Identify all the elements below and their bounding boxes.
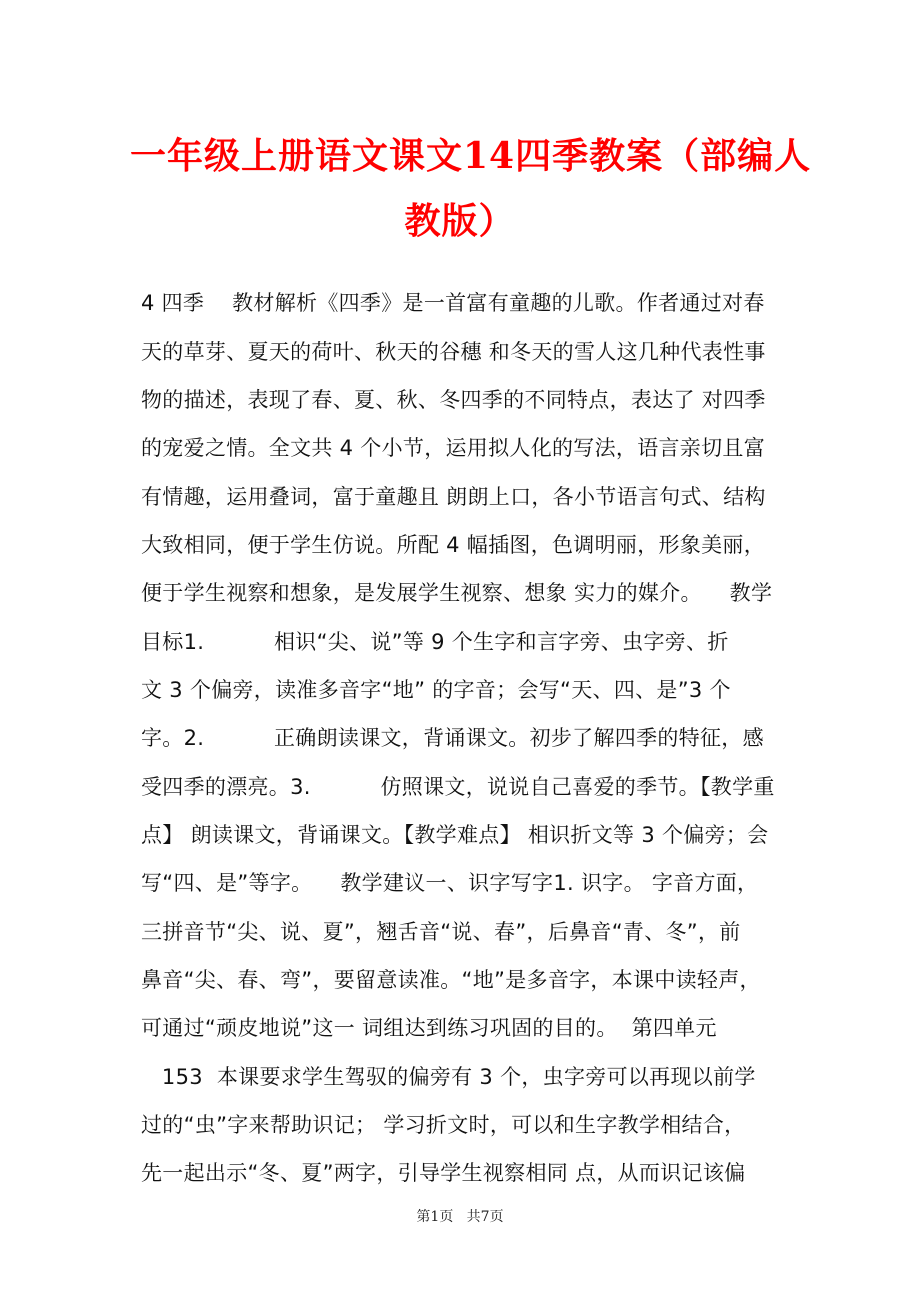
- document-title-line-2: 教版）: [404, 200, 516, 242]
- body-line: 物的描述，表现了春、夏、秋、冬四季的不同特点，表达了 对四季: [141, 388, 766, 412]
- body-line: 鼻音“尖、春、弯”，要留意读准。“地”是多音字，本课中读轻声，: [141, 968, 761, 992]
- body-line: 文 3 个偏旁，读准多音字“地” 的字音；会写“天、四、是”3 个: [141, 678, 731, 702]
- body-line: 便于学生视察和想象，是发展学生视察、想象 实力的媒介。 教学: [141, 581, 773, 605]
- body-line: 点】 朗读课文，背诵课文。【教学难点】 相识折文等 3 个偏旁；会: [141, 823, 769, 847]
- body-line: 过的“虫”字来帮助识记； 学习折文时，可以和生字教学相结合，: [141, 1113, 746, 1137]
- body-line: 有情趣，运用叠词，富于童趣且 朗朗上口，各小节语言句式、结构: [141, 485, 766, 509]
- body-line: 4 四季 教材解析《四季》是一首富有童趣的儿歌。作者通过对春: [141, 291, 765, 315]
- body-line: 天的草芽、夏天的荷叶、秋天的谷穗 和冬天的雪人这几种代表性事: [141, 340, 766, 364]
- body-line: 三拼音节“尖、说、夏”，翘舌音“说、春”，后鼻音“青、冬”，前: [141, 920, 741, 944]
- document-title-line-1: 一年级上册语文课文14四季教案（部编人: [130, 135, 812, 177]
- body-line: 目标1. 相识“尖、说”等 9 个生字和言字旁、虫字旁、折: [141, 630, 729, 654]
- body-line: 字。2. 正确朗读课文，背诵课文。初步了解四季的特征，感: [141, 726, 764, 750]
- page-number-footer: 第1页 共7页: [416, 1209, 504, 1225]
- body-line: 153 本课要求学生驾驭的偏旁有 3 个，虫字旁可以再现以前学: [141, 1065, 756, 1089]
- body-line: 受四季的漂亮。3. 仿照课文，说说自己喜爱的季节。【教学重: [141, 775, 775, 799]
- body-line: 写“四、是”等字。 教学建议一、识字写字1. 识字。 字音方面，: [141, 871, 759, 895]
- body-line: 可通过“顽皮地说”这一 词组达到练习巩固的目的。 第四单元: [141, 1016, 717, 1040]
- body-line: 先一起出示“冬、夏”两字，引导学生视察相同 点，从而识记该偏: [141, 1161, 746, 1185]
- body-line: 的宠爱之情。全文共 4 个小节，运用拟人化的写法，语言亲切且富: [141, 436, 766, 460]
- body-line: 大致相同，便于学生仿说。所配 4 幅插图，色调明丽，形象美丽，: [141, 533, 766, 557]
